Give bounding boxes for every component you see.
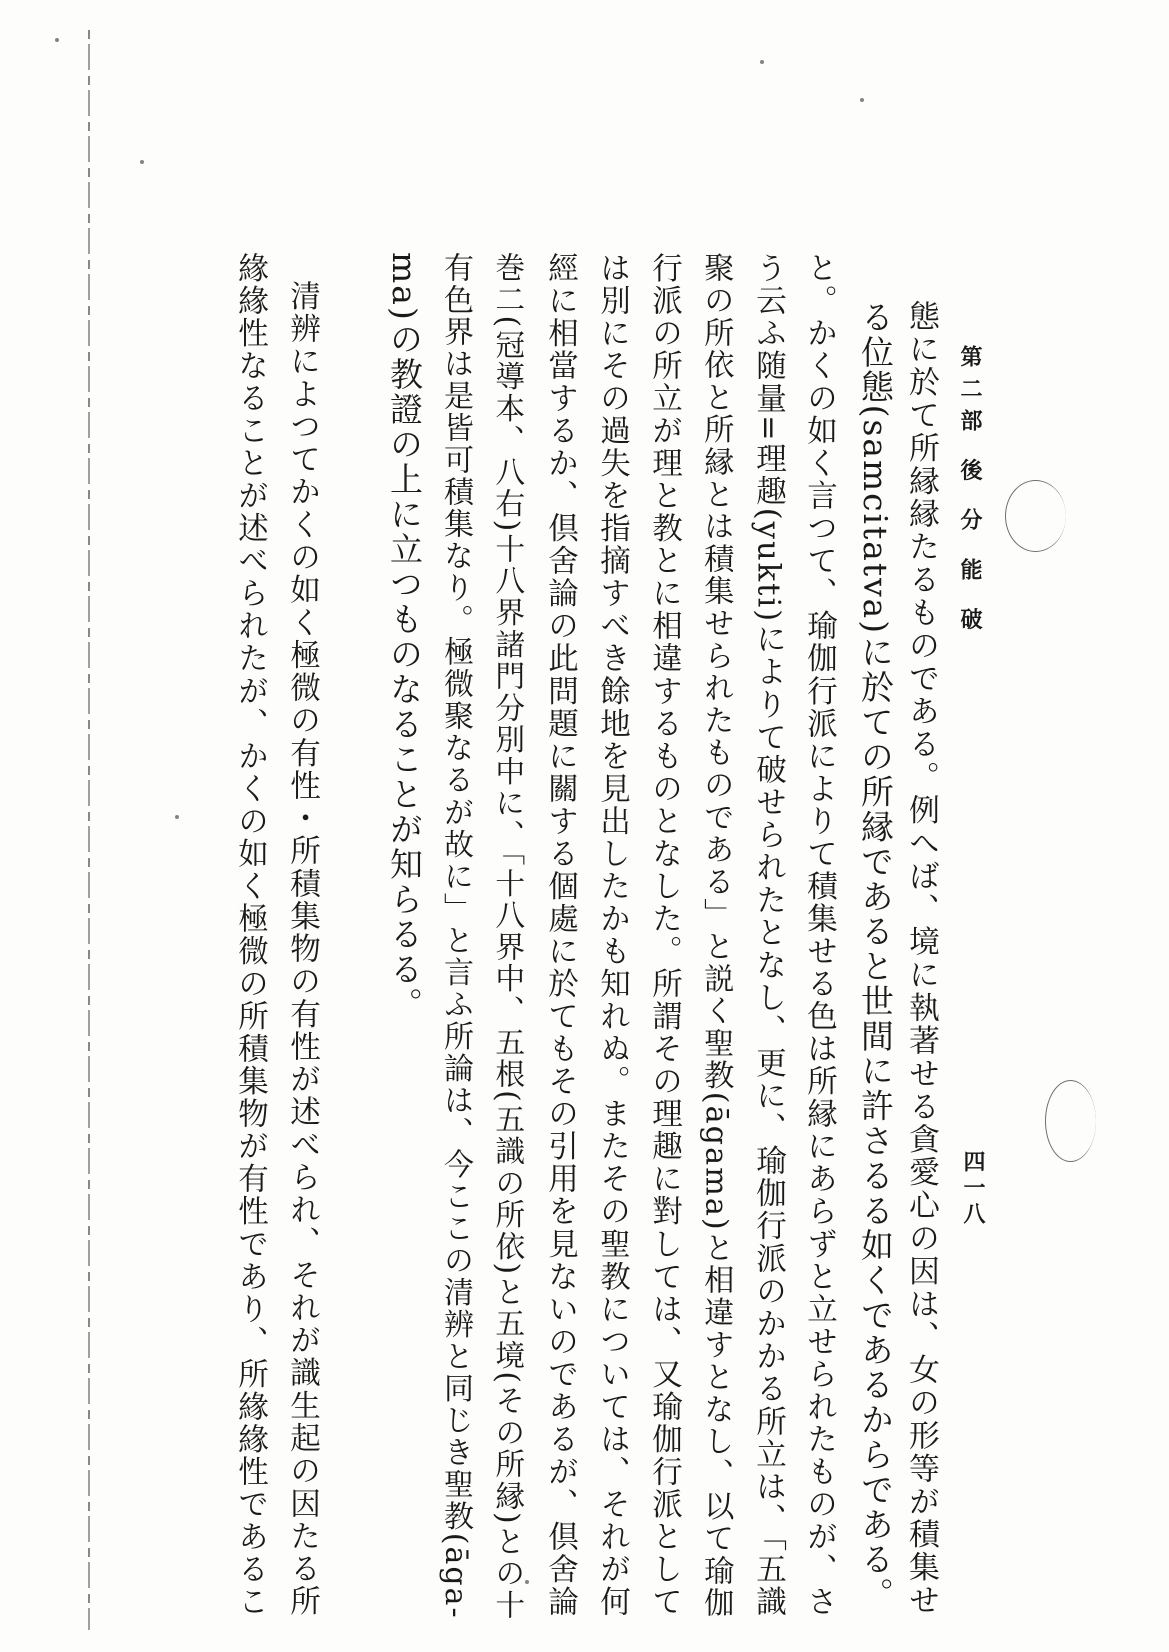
- scan-mark: [1045, 1080, 1096, 1162]
- text-column: 行派の所立が理と教とに相違するものとなした。所謂その理趣に對しては、又瑜伽行派として: [646, 252, 682, 1619]
- text-column: 經に相當するか、倶舍論の此問題に關する個處に於てもその引用を見ないのであるが、倶舍論: [542, 252, 578, 1619]
- text-column: と。かくの如く言つて、瑜伽行派によりて積集せる色は所縁にあらずと立せられたものが、さ: [801, 252, 837, 1619]
- text-column: ma)の教證の上に立つものなることが知らるる。: [385, 252, 424, 1022]
- text-column: 緣緣性なることが述べられたが、かくの如く極微の所積集物が有性であり、所緣緣性であるこ: [232, 252, 268, 1619]
- scan-mark: [1005, 480, 1066, 552]
- text-column: 巻二(冠導本、八右)十八界諸門分別中に、「十八界中、五根(五識の所依)と五境(その所縁)との十: [489, 252, 525, 1621]
- text-column: 有色界は是皆可積集なり。極微聚なるが故に」と言ふ所論は、今ここの清辨と同じき聖教(āga-: [438, 252, 474, 1620]
- text-column: う云ふ随量=理趣(yukti)によりて破せられたとなし、更に、瑜伽行派のかかる所立は、「五識: [750, 252, 786, 1619]
- running-header: 第二部 後 分 能 破: [957, 345, 983, 640]
- binding-line: [88, 30, 90, 1630]
- scan-speck: [140, 160, 144, 164]
- text-column: は別にその過失を指摘すべき餘地を見出したかも知れぬ。またその聖教については、それが何: [594, 252, 630, 1619]
- scan-speck: [175, 815, 179, 819]
- scan-speck: [55, 38, 59, 42]
- text-column: 態に於て所縁縁たるものである。例へば、境に執著せる貪愛心の因は、女の形等が積集せ: [902, 300, 939, 1617]
- text-column: 清辨によつてかくの如く極微の有性・所積集物の有性が述べられ、それが識生起の因たる所: [284, 280, 320, 1618]
- text-column: 聚の所依と所縁とは積集せられたものである」と説く聖教(āgama)と相違すとなし、以て瑜伽: [698, 252, 734, 1620]
- scan-speck: [760, 60, 764, 64]
- text-column: る位態(samcitatva)に於ての所縁であると世間に許さるる如くであるからである。: [855, 300, 895, 1613]
- scan-speck: [525, 1580, 529, 1584]
- page-number: 四一八: [960, 1150, 986, 1228]
- scan-speck: [860, 98, 864, 102]
